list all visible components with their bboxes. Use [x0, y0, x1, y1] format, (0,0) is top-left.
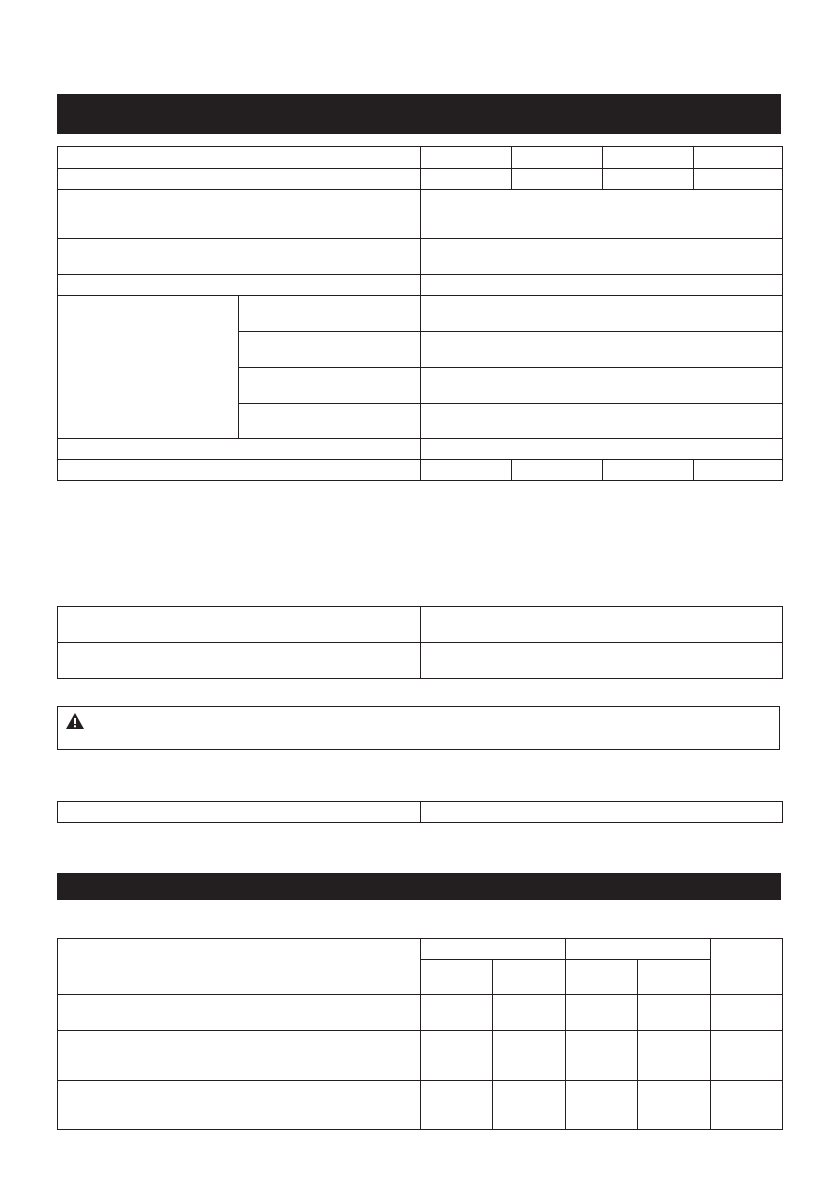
table-row	[58, 190, 783, 239]
section-header-bar	[57, 873, 781, 900]
info-table	[57, 606, 783, 679]
table-row	[58, 1081, 783, 1130]
warning-box	[57, 706, 780, 750]
table-row	[58, 939, 783, 960]
table-row	[58, 802, 783, 823]
comparison-table	[57, 938, 783, 1130]
table-row	[58, 169, 783, 190]
section-header-bar	[57, 94, 781, 134]
table-row	[58, 607, 783, 643]
table-row	[58, 643, 783, 679]
table-row	[58, 275, 783, 296]
table-row	[58, 296, 783, 332]
specifications-table	[57, 146, 783, 481]
single-row-table	[57, 801, 783, 823]
table-row	[58, 995, 783, 1031]
table-row	[58, 439, 783, 460]
table-row	[58, 460, 783, 481]
table-row	[58, 1031, 783, 1081]
table-row	[58, 239, 783, 275]
table-row	[58, 147, 783, 169]
warning-triangle-icon	[65, 712, 85, 730]
